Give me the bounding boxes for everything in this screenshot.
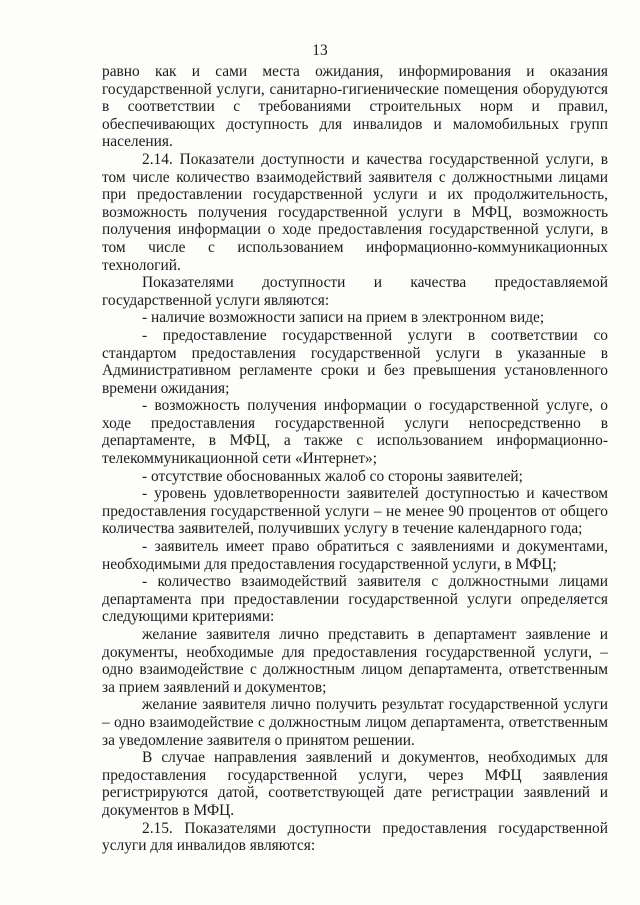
paragraph-receive-in-person: желание заявителя лично получить результат государственной услуги – одно взаимодействие с должностным лицом департамента, ответственным за уведомление заявителя о принятом решении. — [102, 696, 608, 749]
list-item-interactions-count: - количество взаимодействий заявителя с должностными лицами департамента при предоставлении государственной услуги определяется следующими критериями: — [102, 573, 608, 626]
paragraph-indicators-intro: Показателями доступности и качества предоставляемой государственной услуги являются: — [102, 274, 608, 309]
list-item-satisfaction-level: - уровень удовлетворенности заявителей доступностью и качеством предоставления государственной услуги – не менее 90 процентов от общего количества заявителей, получивших услугу в течение календарного года; — [102, 485, 608, 538]
page-number: 13 — [312, 42, 328, 59]
paragraph-submit-in-person: желание заявителя лично представить в департамент заявление и документы, необходимые для предоставления государственной услуги, – одно взаимодействие с должностным лицом департамента, ответственным за прием заявлений и документов; — [102, 626, 608, 696]
paragraph-mfc-registration: В случае направления заявлений и документов, необходимых для предоставления государственной услуги, через МФЦ заявления регистрируются датой, соответствующей дате регистрации заявлений и документов в МФЦ. — [102, 749, 608, 819]
list-item-mfc-right: - заявитель имеет право обратиться с заявлениями и документами, необходимыми для предоставления государственной услуги, в МФЦ; — [102, 538, 608, 573]
paragraph-accessibility-facilities: равно как и сами места ожидания, информирования и оказания государственной услуги, санитарно-гигиенические помещения оборудуются в соответствии с требованиями строительных норм и правил, обеспечивающих доступность для инвалидов и маломобильных групп населения. — [102, 63, 608, 151]
document-body — [102, 63, 608, 855]
paragraph-section-2-14: 2.14. Показатели доступности и качества государственной услуги, в том числе количество взаимодействий заявителя с должностными лицами при предоставлении государственной услуги и их продолжительность, возможность получения государственной услуги в МФЦ, возможность получения информации о ходе предоставления государственной услуги, в том числе с использованием информационно-коммуникационных технологий. — [102, 150, 608, 274]
list-item-information-access: - возможность получения информации о государственной услуге, о ходе предоставления государственной услуги непосредственно в департаменте, в МФЦ, а также с использованием информационно-телекоммуникационной сети «Интернет»; — [102, 397, 608, 468]
list-item-no-complaints: - отсутствие обоснованных жалоб со стороны заявителей; — [142, 467, 523, 485]
list-item-standard-compliance: - предоставление государственной услуги в соответствии со стандартом предоставления государственной услуги в указанные в Административном регламенте сроки и без превышения установленного времени ожидания; — [102, 326, 608, 397]
paragraph-section-2-15: 2.15. Показателями доступности предоставления государственной услуги для инвалидов являются: — [102, 819, 608, 855]
list-item-electronic-appointment: - наличие возможности записи на прием в электронном виде; — [142, 309, 545, 327]
